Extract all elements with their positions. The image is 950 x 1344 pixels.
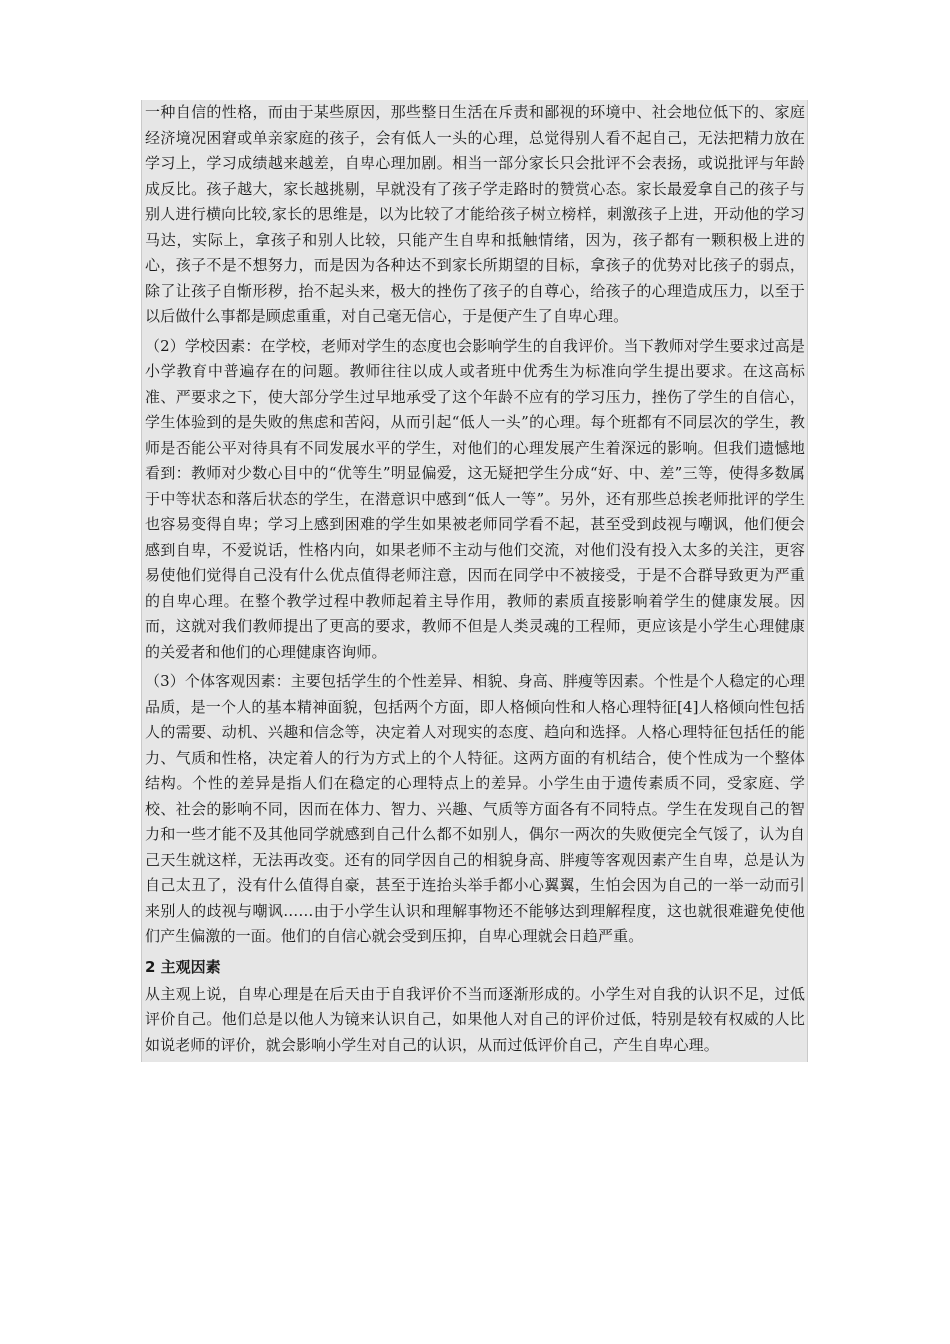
family-factor-paragraph: 一种自信的性格，而由于某些原因，那些整日生活在斥责和鄙视的环境中、社会地位低下的、家庭经济境况困窘或单亲家庭的孩子，会有低人一头的心理，总觉得别人看不起自己，无法把精力放在学习上，学习成绩越来越差，自卑心理加剧。相当一部分家长只会批评不会表扬，或说批评与年龄成反比。孩子越大，家长越挑剔，早就没有了孩子学走路时的赞赏心态。家长最爱拿自己的孩子与别人进行横向比较,家长的思维是，以为比较了才能给孩子树立榜样，刺激孩子上进，开动他的学习马达，实际上，拿孩子和别人比较，只能产生自卑和抵触情绪，因为，孩子都有一颗积极上进的心，孩子不是不想努力，而是因为各种达不到家长所期望的目标，拿孩子的优势对比孩子的弱点，除了让孩子自惭形秽，抬不起头来，极大的挫伤了孩子的自尊心，给孩子的心理造成压力，以至于以后做什么事都是顾虑重重，对自己毫无信心，于是便产生了自卑心理。 bbox=[145, 103, 805, 325]
individual-factor-paragraph: （3）个体客观因素：主要包括学生的个性差异、相貌、身高、胖瘦等因素。个性是个人稳定的心理品质，是一个人的基本精神面貌，包括两个方面，即人格倾向性和人格心理特征[4]人格倾向性包括人的需要、动机、兴趣和信念等，决定着人对现实的态度、趋向和选择。人格心理特征包括任的能力、气质和性格，决定着人的行为方式上的个人特征。这两方面的有机结合，使个性成为一个整体结构。个性的差异是指人们在稳定的心理特点上的差异。小学生由于遗传素质不同，受家庭、学校、社会的影响不同，因而在体力、智力、兴趣、气质等方面各有不同特点。学生在发现自己的智力和一些才能不及其他同学就感到自己什么都不如别人，偶尔一两次的失败便完全气馁了，认为自己天生就这样，无法再改变。还有的同学因自己的相貌身高、胖瘦等客观因素产生自卑，总是认为自己太丑了，没有什么值得自豪，甚至于连抬头举手都小心翼翼，生怕会因为自己的一举一动而引来别人的歧视与嘲讽……由于小学生认识和理解事物还不能够达到理解程度，这也就很难避免使他们产生偏激的一面。他们的自信心就会受到压抑，自卑心理就会日趋严重。 bbox=[145, 672, 805, 945]
school-factor-paragraph: （2）学校因素：在学校，老师对学生的态度也会影响学生的自我评价。当下教师对学生要求过高是小学教育中普遍存在的问题。教师往往以成人或者班中优秀生为标准向学生提出要求。在这高标准、严要求之下，使大部分学生过早地承受了这个年龄不应有的学习压力，挫伤了学生的自信心，学生体验到的是失败的焦虑和苦闷，从而引起“低人一头”的心理。每个班都有不同层次的学生，教师是否能公平对待具有不同发展水平的学生，对他们的心理发展产生着深远的影响。但我们遗憾地看到：教师对少数心目中的“优等生”明显偏爱，这无疑把学生分成“好、中、差”三等，使得多数属于中等状态和落后状态的学生，在潜意识中感到“低人一等”。另外，还有那些总挨老师批评的学生也容易变得自卑；学习上感到困难的学生如果被老师同学看不起，甚至受到歧视与嘲讽，他们便会感到自卑，不爱说话，性格内向，如果老师不主动与他们交流，对他们没有投入太多的关注，更容易使他们觉得自己没有什么优点值得老师注意，因而在同学中不被接受，于是不合群导致更为严重的自卑心理。在整个教学过程中教师起着主导作用，教师的素质直接影响着学生的健康发展。因而，这就对我们教师提出了更高的要求，教师不但是人类灵魂的工程师，更应该是小学生心理健康的关爱者和他们的心理健康咨询师。 bbox=[145, 336, 805, 661]
section-heading: 2 主观因素 bbox=[145, 957, 221, 976]
subjective-factor-paragraph: 从主观上说，自卑心理是在后天由于自我评价不当而逐渐形成的。小学生对自我的认识不足，过低评价自己。他们总是以他人为镜来认识自己，如果他人对自己的评价过低，特别是较有权威的人比如说老师的评价，就会影响小学生对自己的认识，从而过低评价自己，产生自卑心理。 bbox=[145, 984, 805, 1054]
document-body bbox=[141, 100, 808, 1062]
